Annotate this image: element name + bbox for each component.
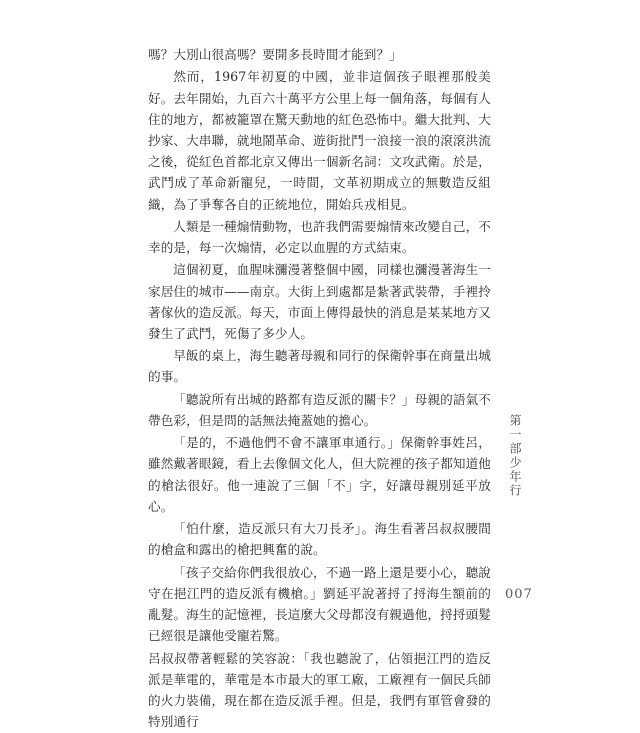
section-label: 第一部 xyxy=(508,414,522,456)
running-header xyxy=(506,414,524,498)
paragraph: 人類是一種煽情動物，也許我們需要煽情來改變自己，不幸的是，每一次煽情，必定以血腥的方式結束。 xyxy=(148,218,491,256)
paragraph: 「孩子交給你們我很放心，不過一路上還是要小心，聽說守在挹江門的造反派有機槍。」劉延平說著捋了捋海生額前的亂髮。海生的記憶裡，長這麼大父母都沒有親過他，捋捋頭髮已經很是讓他受寵若驚。 xyxy=(148,564,491,644)
paragraph: 這個初夏，血腥味瀰漫著整個中國，同樣也瀰漫著海生一家居住的城市——南京。大街上到處都是紮著武裝帶，手裡拎著傢伙的造反派。每天，市面上傳得最快的消息是某某地方又發生了武鬥，死傷了多少人。 xyxy=(148,262,491,341)
paragraph: 然而，1967年初夏的中國，並非這個孩子眼裡那般美好。去年開始，九百六十萬平方公里上每一個角落，每個有人住的地方，都被籠罩在驚天動地的紅色恐怖中。繼大批判、大抄家、大串聯，就地鬧革命、遊街批鬥一浪接一浪的滾滾洪流之後，從紅色首都北京又傳出一個新名詞：文攻武衛。於是，武鬥成了革命新寵兒，一時間，文革初期成立的無數造反組織，為了爭奪各自的正統地位，開始兵戎相見。 xyxy=(148,69,491,212)
paragraph: 早飯的桌上，海生聽著母親和同行的保衛幹事在商量出城的事。 xyxy=(148,348,491,385)
paragraph: 「是的，不過他們不會不讓軍車通行。」保衛幹事姓呂，雖然戴著眼鏡，看上去像個文化人，但大院裡的孩子都知道他的槍法很好。他一連說了三個「不」字，好讓母親別延平放心。 xyxy=(148,435,491,514)
body-text xyxy=(148,44,491,733)
page-number: 007 xyxy=(505,587,533,602)
chapter-label: 少年行 xyxy=(508,456,522,498)
paragraph: 「怕什麼，造反派只有大刀長矛」。海生看著呂叔叔腰間的槍盒和露出的槍把興奮的說。 xyxy=(148,521,491,558)
paragraph: 嗎？大別山很高嗎？要開多長時間才能到？」 xyxy=(148,47,402,62)
paragraph: 呂叔叔帶著輕鬆的笑容說：「我也聽說了，佔領挹江門的造反派是華電的，華電是本市最大的軍工廠，工廠裡有一個民兵師的火力裝備，現在都在造反派手裡。但是，我們有軍管會發的特別通行 xyxy=(148,650,491,730)
paragraph: 「聽說所有出城的路都有造反派的關卡？」母親的語氣不帶色彩，但是問的話無法掩蓋她的擔心。 xyxy=(148,391,491,428)
